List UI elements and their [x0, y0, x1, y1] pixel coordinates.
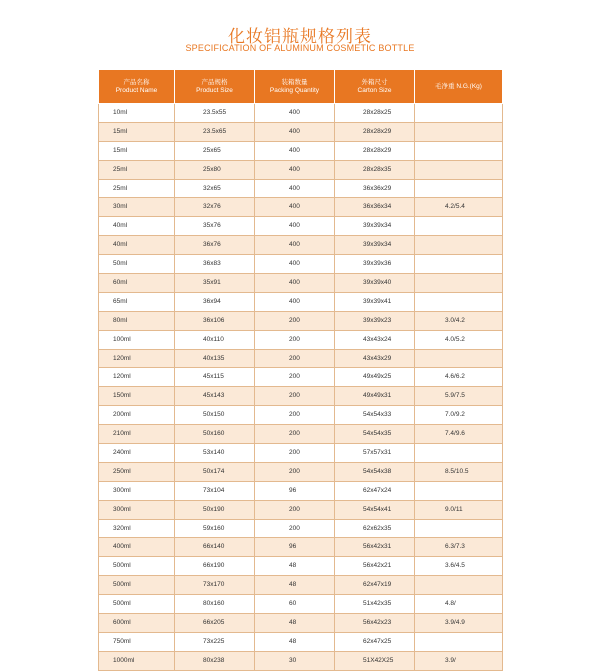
- cell-weight: 8.5/10.5: [415, 462, 503, 481]
- table-row: [99, 614, 503, 633]
- cell-carton-size: 51X42X25: [335, 651, 415, 670]
- cell-weight: [415, 122, 503, 141]
- cell-product-name: 120ml: [99, 349, 175, 368]
- cell-product-name: 320ml: [99, 519, 175, 538]
- cell-carton-size: 49x49x31: [335, 387, 415, 406]
- cell-carton-size: 28x28x35: [335, 160, 415, 179]
- cell-product-name: 15ml: [99, 122, 175, 141]
- cell-weight: [415, 481, 503, 500]
- cell-product-name: 500ml: [99, 576, 175, 595]
- cell-packing-quantity: 200: [255, 425, 335, 444]
- cell-product-name: 240ml: [99, 444, 175, 463]
- cell-product-name: 60ml: [99, 274, 175, 293]
- cell-product-size: 36x83: [175, 255, 255, 274]
- cell-weight: 3.9/: [415, 651, 503, 670]
- cell-carton-size: 54x54x38: [335, 462, 415, 481]
- table-row: [99, 462, 503, 481]
- cell-packing-quantity: 400: [255, 292, 335, 311]
- cell-weight: 6.3/7.3: [415, 538, 503, 557]
- header-en-label: Product Size: [196, 86, 233, 94]
- cell-product-name: 25ml: [99, 160, 175, 179]
- cell-weight: [415, 217, 503, 236]
- cell-product-size: 40x135: [175, 349, 255, 368]
- cell-packing-quantity: 400: [255, 141, 335, 160]
- cell-carton-size: 49x49x25: [335, 368, 415, 387]
- cell-product-size: 35x76: [175, 217, 255, 236]
- cell-product-size: 50x160: [175, 425, 255, 444]
- table-row: [99, 255, 503, 274]
- cell-carton-size: 36x36x34: [335, 198, 415, 217]
- table-row: [99, 368, 503, 387]
- cell-weight: [415, 349, 503, 368]
- cell-carton-size: 57x57x31: [335, 444, 415, 463]
- table-row: [99, 406, 503, 425]
- cell-product-name: 300ml: [99, 481, 175, 500]
- page-title-chinese: 化妆铝瓶规格列表: [228, 27, 372, 47]
- cell-packing-quantity: 200: [255, 349, 335, 368]
- cell-weight: [415, 141, 503, 160]
- header-en-label: Carton Size: [357, 86, 392, 94]
- header-cn-label: 外箱尺寸: [361, 78, 388, 86]
- cell-carton-size: 62x62x35: [335, 519, 415, 538]
- cell-weight: [415, 255, 503, 274]
- cell-weight: 5.9/7.5: [415, 387, 503, 406]
- cell-packing-quantity: 400: [255, 122, 335, 141]
- cell-product-name: 50ml: [99, 255, 175, 274]
- cell-carton-size: 54x54x33: [335, 406, 415, 425]
- table-row: [99, 122, 503, 141]
- cell-weight: [415, 576, 503, 595]
- cell-packing-quantity: 400: [255, 179, 335, 198]
- header-cn-label: 产品规格: [201, 78, 228, 86]
- cell-packing-quantity: 48: [255, 557, 335, 576]
- cell-weight: 3.6/4.5: [415, 557, 503, 576]
- cell-product-name: 210ml: [99, 425, 175, 444]
- cell-product-name: 750ml: [99, 632, 175, 651]
- header-cn-label: 产品名称: [123, 78, 150, 86]
- cell-product-size: 80x238: [175, 651, 255, 670]
- cell-product-name: 40ml: [99, 217, 175, 236]
- cell-carton-size: 54x54x35: [335, 425, 415, 444]
- cell-carton-size: 28x28x29: [335, 122, 415, 141]
- cell-product-name: 500ml: [99, 595, 175, 614]
- cell-product-name: 80ml: [99, 311, 175, 330]
- cell-weight: 9.0/11: [415, 500, 503, 519]
- cell-product-name: 500ml: [99, 557, 175, 576]
- cell-carton-size: 56x42x23: [335, 614, 415, 633]
- cell-product-name: 400ml: [99, 538, 175, 557]
- header-packing-quantity: [255, 70, 335, 104]
- cell-product-size: 66x190: [175, 557, 255, 576]
- table-row: [99, 576, 503, 595]
- cell-product-size: 50x150: [175, 406, 255, 425]
- table-row: [99, 236, 503, 255]
- cell-packing-quantity: 400: [255, 255, 335, 274]
- cell-product-size: 80x160: [175, 595, 255, 614]
- table-row: [99, 217, 503, 236]
- cell-packing-quantity: 48: [255, 576, 335, 595]
- cell-product-size: 45x143: [175, 387, 255, 406]
- header-cn-label: 装箱数量: [281, 78, 308, 86]
- cell-product-size: 50x190: [175, 500, 255, 519]
- cell-weight: [415, 179, 503, 198]
- cell-product-size: 32x76: [175, 198, 255, 217]
- cell-weight: 4.0/5.2: [415, 330, 503, 349]
- cell-weight: [415, 632, 503, 651]
- cell-product-size: 59x160: [175, 519, 255, 538]
- table-row: [99, 425, 503, 444]
- specification-table: [98, 69, 503, 671]
- header-product-name: [99, 70, 175, 104]
- header-product-size: [175, 70, 255, 104]
- cell-carton-size: 39x39x40: [335, 274, 415, 293]
- cell-weight: [415, 274, 503, 293]
- cell-product-name: 30ml: [99, 198, 175, 217]
- cell-product-size: 23.5x55: [175, 104, 255, 123]
- table-row: [99, 538, 503, 557]
- cell-product-name: 200ml: [99, 406, 175, 425]
- cell-packing-quantity: 400: [255, 160, 335, 179]
- cell-packing-quantity: 400: [255, 217, 335, 236]
- cell-weight: 4.2/5.4: [415, 198, 503, 217]
- cell-weight: 4.8/: [415, 595, 503, 614]
- cell-product-size: 73x170: [175, 576, 255, 595]
- table-row: [99, 481, 503, 500]
- cell-carton-size: 39x39x23: [335, 311, 415, 330]
- cell-product-size: 35x91: [175, 274, 255, 293]
- header-carton-size: [335, 70, 415, 104]
- cell-weight: 3.0/4.2: [415, 311, 503, 330]
- table-row: [99, 311, 503, 330]
- cell-product-size: 23.5x65: [175, 122, 255, 141]
- cell-packing-quantity: 48: [255, 614, 335, 633]
- table-body: [99, 104, 503, 671]
- cell-packing-quantity: 200: [255, 311, 335, 330]
- cell-product-size: 36x94: [175, 292, 255, 311]
- table-row: [99, 160, 503, 179]
- page-title-english: SPECIFICATION OF ALUMINUM COSMETIC BOTTLE: [185, 43, 415, 53]
- cell-packing-quantity: 200: [255, 406, 335, 425]
- cell-carton-size: 62x47x25: [335, 632, 415, 651]
- cell-packing-quantity: 400: [255, 104, 335, 123]
- table-row: [99, 500, 503, 519]
- cell-product-name: 25ml: [99, 179, 175, 198]
- cell-carton-size: 39x39x34: [335, 217, 415, 236]
- cell-product-name: 600ml: [99, 614, 175, 633]
- cell-product-name: 40ml: [99, 236, 175, 255]
- table-row: [99, 179, 503, 198]
- table-row: [99, 444, 503, 463]
- cell-product-name: 300ml: [99, 500, 175, 519]
- cell-weight: [415, 160, 503, 179]
- table-row: [99, 519, 503, 538]
- table-row: [99, 292, 503, 311]
- table-row: [99, 632, 503, 651]
- cell-weight: 4.6/6.2: [415, 368, 503, 387]
- table-row: [99, 557, 503, 576]
- cell-carton-size: 56x42x21: [335, 557, 415, 576]
- table-row: [99, 595, 503, 614]
- table-row: [99, 330, 503, 349]
- cell-product-size: 36x106: [175, 311, 255, 330]
- cell-product-name: 120ml: [99, 368, 175, 387]
- cell-packing-quantity: 200: [255, 500, 335, 519]
- cell-carton-size: 51x42x35: [335, 595, 415, 614]
- cell-product-name: 65ml: [99, 292, 175, 311]
- cell-carton-size: 62x47x24: [335, 481, 415, 500]
- table-row: [99, 274, 503, 293]
- cell-packing-quantity: 400: [255, 198, 335, 217]
- cell-product-name: 1000ml: [99, 651, 175, 670]
- cell-carton-size: 28x28x25: [335, 104, 415, 123]
- cell-packing-quantity: 400: [255, 274, 335, 293]
- cell-product-size: 73x104: [175, 481, 255, 500]
- cell-product-size: 45x115: [175, 368, 255, 387]
- cell-carton-size: 39x39x34: [335, 236, 415, 255]
- cell-packing-quantity: 30: [255, 651, 335, 670]
- table-row: [99, 104, 503, 123]
- cell-packing-quantity: 48: [255, 632, 335, 651]
- cell-packing-quantity: 200: [255, 368, 335, 387]
- cell-product-size: 36x76: [175, 236, 255, 255]
- cell-product-name: 250ml: [99, 462, 175, 481]
- cell-carton-size: 43x43x24: [335, 330, 415, 349]
- cell-weight: [415, 292, 503, 311]
- cell-weight: [415, 104, 503, 123]
- cell-product-size: 25x80: [175, 160, 255, 179]
- cell-product-size: 73x225: [175, 632, 255, 651]
- cell-weight: 7.4/9.6: [415, 425, 503, 444]
- cell-weight: 7.0/9.2: [415, 406, 503, 425]
- cell-carton-size: 36x36x29: [335, 179, 415, 198]
- cell-product-name: 150ml: [99, 387, 175, 406]
- cell-packing-quantity: 96: [255, 481, 335, 500]
- cell-packing-quantity: 200: [255, 462, 335, 481]
- cell-weight: [415, 444, 503, 463]
- cell-product-name: 10ml: [99, 104, 175, 123]
- table-row: [99, 198, 503, 217]
- cell-carton-size: 54x54x41: [335, 500, 415, 519]
- cell-carton-size: 39x39x41: [335, 292, 415, 311]
- cell-weight: [415, 236, 503, 255]
- cell-product-size: 66x205: [175, 614, 255, 633]
- cell-product-size: 32x65: [175, 179, 255, 198]
- table-row: [99, 349, 503, 368]
- cell-weight: 3.9/4.9: [415, 614, 503, 633]
- cell-product-size: 40x110: [175, 330, 255, 349]
- cell-packing-quantity: 200: [255, 519, 335, 538]
- cell-packing-quantity: 200: [255, 387, 335, 406]
- cell-product-size: 66x140: [175, 538, 255, 557]
- cell-packing-quantity: 400: [255, 236, 335, 255]
- cell-product-name: 15ml: [99, 141, 175, 160]
- cell-packing-quantity: 200: [255, 444, 335, 463]
- table-row: [99, 141, 503, 160]
- cell-packing-quantity: 60: [255, 595, 335, 614]
- cell-carton-size: 62x47x19: [335, 576, 415, 595]
- cell-carton-size: 43x43x29: [335, 349, 415, 368]
- cell-packing-quantity: 96: [255, 538, 335, 557]
- cell-packing-quantity: 200: [255, 330, 335, 349]
- table-row: [99, 651, 503, 670]
- cell-carton-size: 56x42x31: [335, 538, 415, 557]
- header-en-label: Product Name: [115, 86, 158, 94]
- header-weight: [415, 70, 503, 104]
- cell-product-size: 53x140: [175, 444, 255, 463]
- table-row: [99, 387, 503, 406]
- cell-product-name: 100ml: [99, 330, 175, 349]
- table-header-row: [99, 70, 503, 104]
- header-en-label: Packing Quantity: [269, 86, 320, 94]
- cell-carton-size: 28x28x29: [335, 141, 415, 160]
- cell-carton-size: 39x39x36: [335, 255, 415, 274]
- header-cn-label: 毛净重 N.G.(Kg): [435, 82, 482, 90]
- cell-product-size: 25x65: [175, 141, 255, 160]
- cell-product-size: 50x174: [175, 462, 255, 481]
- cell-weight: [415, 519, 503, 538]
